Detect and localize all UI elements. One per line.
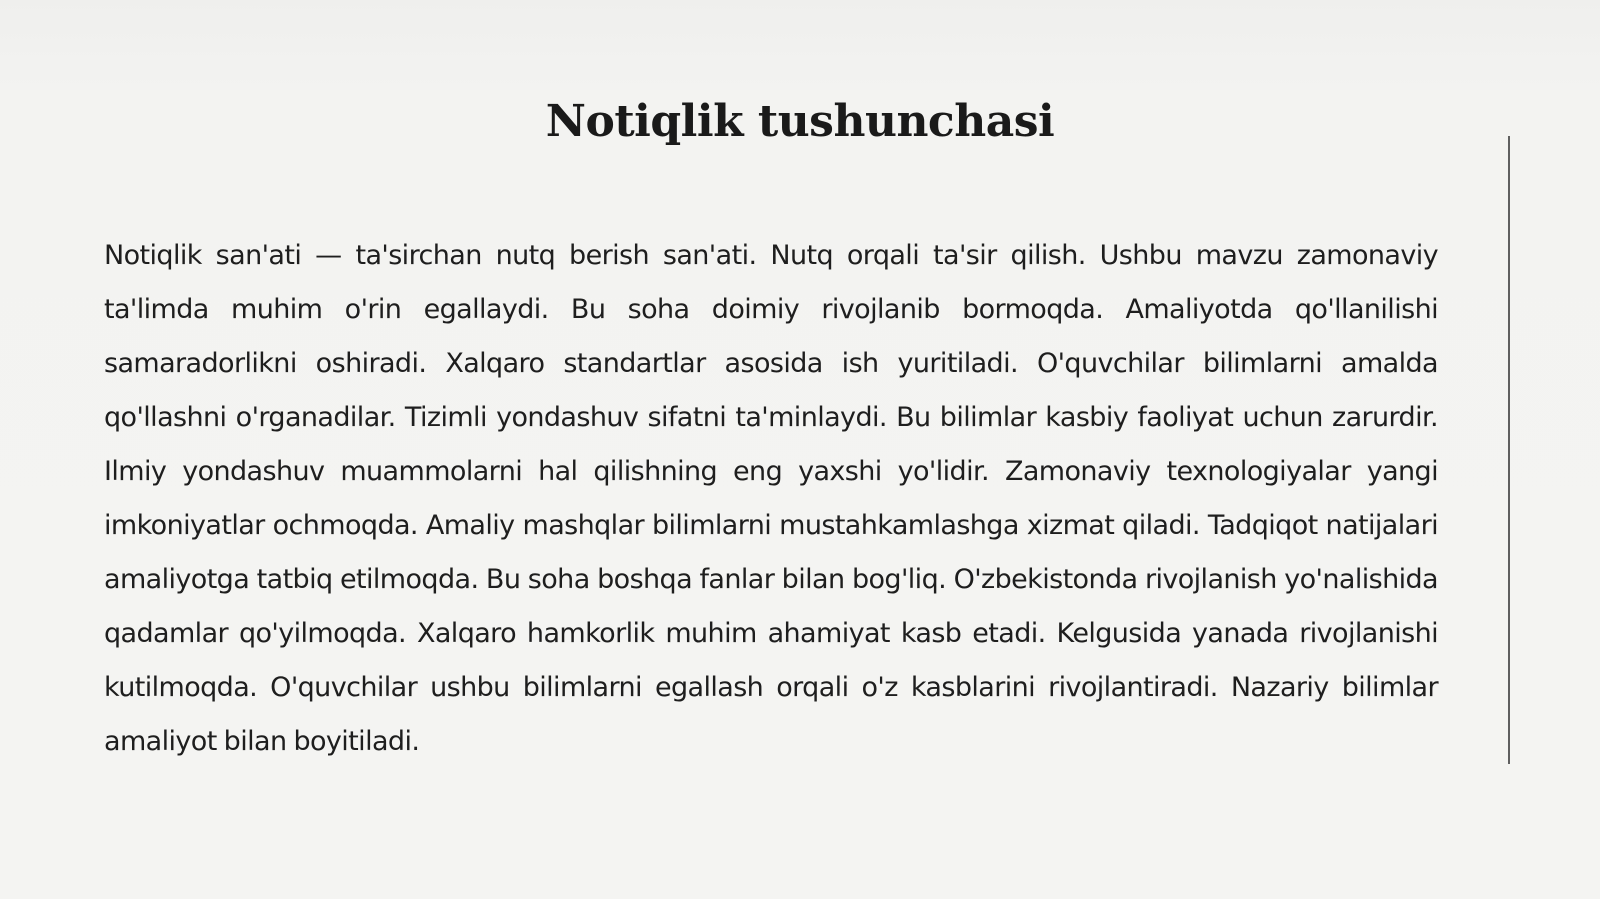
slide-body-text: Notiqlik san'ati — ta'sirchan nutq berish san'ati. Nutq orqali ta'sir qilish. Ushbu mavzu zamonaviy ta'limda muhim o'rin egallaydi. Bu soha doimiy rivojlanib bormoqda. Amaliyotda qo'llanilishi samaradorlikni oshiradi. Xalqaro standartlar asosida ish yuritiladi. O'quvchilar bilimlarni amalda qo'llashni o'rganadilar. Tizimli yondashuv sifatni ta'minlaydi. Bu bilimlar kasbiy faoliyat uchun zarurdir. Ilmiy yondashuv muammolarni hal qilishning eng yaxshi yo'lidir. Zamonaviy texnologiyalar yangi imkoniyatlar ochmoqda. Amaliy mashqlar bilimlarni mustahkamlashga xizmat qiladi. Tadqiqot natijalari amaliyotga tatbiq etilmoqda. Bu soha boshqa fanlar bilan bog'liq. O'zbekistonda rivojlanish yo'nalishida qadamlar qo'yilmoqda. Xalqaro hamkorlik muhim ahamiyat kasb etadi. Kelgusida yanada rivojlanishi kutilmoqda. O'quvchilar ushbu bilimlarni egallash orqali o'z kasblarini rivojlantiradi. Nazariy bilimlar amaliyot bilan boyitiladi. bbox=[104, 240, 1438, 757]
vertical-divider bbox=[1508, 136, 1510, 764]
slide-title: Notiqlik tushunchasi bbox=[545, 96, 1055, 147]
